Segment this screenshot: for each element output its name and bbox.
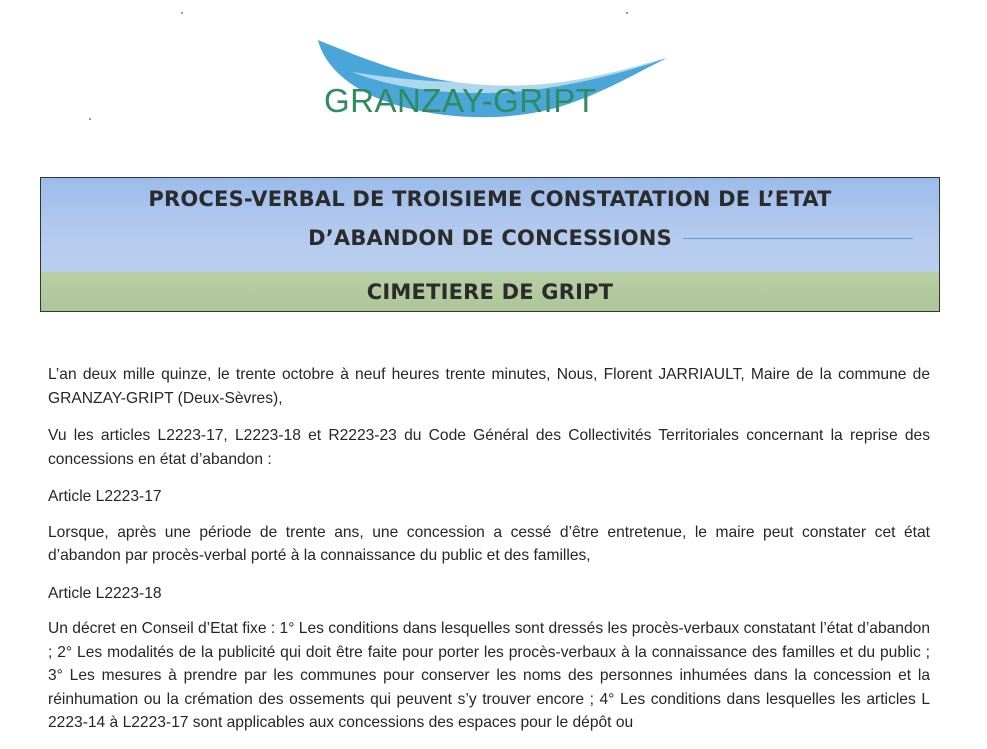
title-underline-rule (683, 238, 913, 239)
paragraph: Vu les articles L2223-17, L2223-18 et R2223-23 du Code Général des Collectivités Territoriales concernant la reprise des concessions en état d’abandon : (48, 427, 930, 468)
article-heading: Article L2223-18 (48, 584, 162, 602)
document-title-line2: D’ABANDON DE CONCESSIONS (308, 226, 672, 250)
scan-speck (181, 12, 183, 14)
logo-text: GRANZAY-GRIPT (324, 82, 597, 119)
document-body (48, 363, 930, 749)
scan-speck (89, 118, 91, 120)
paragraph: L’an deux mille quinze, le trente octobre à neuf heures trente minutes, Nous, Florent JARRIAULT, Maire de la commune de GRANZAY-GRIPT (Deux-Sèvres), (48, 366, 930, 407)
paragraph: Lorsque, après une période de trente ans, une concession a cessé d’être entretenue, le maire peut constater cet état d’abandon par procès-verbal porté à la connaissance du public et des familles, (48, 523, 930, 564)
paragraph: Un décret en Conseil d’Etat fixe : 1° Les conditions dans lesquelles sont dressés les procès-verbaux constatant l’état d’abandon ; 2° Les modalités de la publicité qui doit être faite pour porter les procès-verbaux à la connaissance des familles et du public ; 3° Les mesures à prendre par les communes pour conserver les noms des personnes inhumées dans la concession et la réinhumation ou la crémation des ossements qui peuvent s’y trouver encore ; 4° Les conditions dans lesquelles les articles L 2223-14 à L2223-17 sont applicables aux concessions des espaces pour le dépôt ou (48, 620, 930, 731)
article-heading: Article L2223-17 (48, 488, 162, 505)
scan-speck (626, 12, 628, 14)
title-banner (40, 177, 940, 312)
document-title-line1: PROCES-VERBAL DE TROISIEME CONSTATATION DE L’ETAT (148, 187, 832, 211)
commune-logo (312, 36, 672, 128)
document-subtitle: CIMETIERE DE GRIPT (366, 280, 614, 304)
